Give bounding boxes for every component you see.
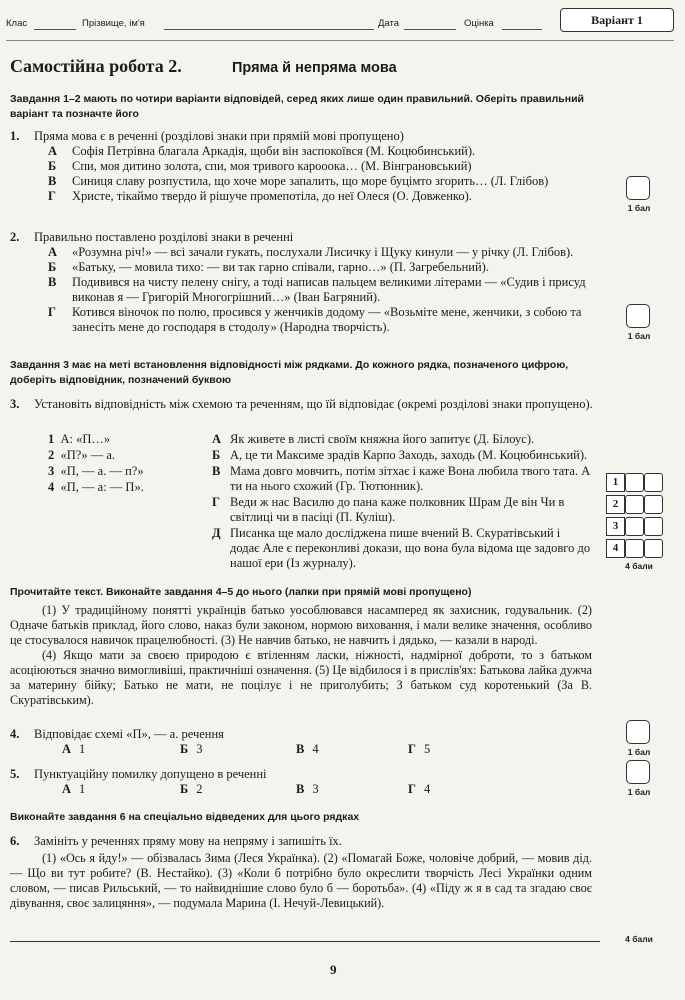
grid-row-label: 3 (606, 517, 625, 536)
question-4 (10, 727, 602, 757)
option-c[interactable]: В Подивився на чисту пелену снігу, а тоді написав пальцем великими літерами — «Судив і присуд виконав я — Григорій Многогрішний…» (Іван Багряний). (48, 275, 586, 304)
sentence-item-d: Г Веди ж нас Василю до пана каже полковник Шрам Де він Чи в світлиці чи в пасіці (П. Куліш). (212, 495, 565, 524)
option-b[interactable]: Б 2 (180, 782, 203, 796)
inline-options (48, 742, 602, 757)
instruction-4-5: Прочитайте текст. Виконайте завдання 4–5 до нього (лапки при прямій мові пропущено) (10, 586, 472, 598)
paragraph-1: (1) У традиційному понятті українців батько уособлювався насамперед як захисник, годувальник. (2) Одначе батьків приклад, його слово, наказ були законом, нормою виховання, і мали велике значення, особливо це стосувалося навичок працелюбності. (3) Не навчив батько, не навчить і дядько, — казали в народі. (10, 603, 592, 647)
question-6 (10, 834, 602, 849)
task-6-text (10, 851, 592, 911)
question-number: 6. (10, 834, 20, 848)
grid-cell[interactable] (644, 473, 663, 492)
class-field[interactable] (34, 29, 76, 30)
option-a[interactable]: А 1 (62, 782, 86, 796)
name-label: Прізвище, ім'я (82, 18, 145, 29)
inline-options (48, 782, 602, 797)
grid-cell[interactable] (625, 517, 644, 536)
points-q6: 4 бали (625, 934, 653, 944)
question-1 (10, 129, 602, 204)
scheme-item: 2 «П?» — а. (48, 448, 115, 462)
date-label: Дата (378, 18, 400, 29)
option-d[interactable]: Г Котився віночок по полю, просився у женчиків додому — «Возьміте мене, женчики, з собою та занесіть мене до господаря в стодолу» (Народна творчість). (48, 305, 582, 334)
question-stem: Установіть відповідність між схемою та реченням, що їй відповідає (окремі розділові знаки пропущено). (34, 397, 593, 411)
answer-box-q2[interactable] (626, 304, 650, 328)
points-q5: 1 бал (627, 787, 651, 797)
points-q3: 4 бали (625, 561, 653, 571)
header (6, 8, 674, 34)
option-c[interactable]: В 3 (296, 782, 319, 796)
question-stem: Відповідає схемі «П», — а. речення (34, 727, 224, 741)
sentence-item-a: А Як живете в листі своїм княжна його запитує (Д. Білоус). (212, 432, 535, 446)
page-number: 9 (330, 962, 337, 977)
scheme-item: 1 А: «П…» (48, 432, 111, 446)
question-stem: Правильно поставлено розділові знаки в реченні (34, 230, 294, 244)
question-number: 3. (10, 397, 20, 411)
answer-line[interactable] (10, 941, 600, 942)
instruction-3: Завдання 3 має на меті встановлення відповідності між рядками. До кожного рядка, позначеного цифрою, доберіть відповідник, позначений буквою (10, 359, 569, 386)
sentence-item-b: Б А, це ти Максиме зрадів Карпо Заходь, заходь (М. Коцюбинський). (212, 448, 588, 462)
name-field[interactable] (164, 29, 374, 30)
points-q1: 1 бал (627, 203, 651, 213)
question-5 (10, 767, 602, 797)
answer-box-q5[interactable] (626, 760, 650, 784)
points-q4: 1 бал (627, 747, 651, 757)
grid-cell[interactable] (644, 539, 663, 558)
option-b[interactable]: Б «Батьку, — мовила тихо: — ви так гарно співали, гарно…» (П. Загребельний). (48, 260, 489, 274)
question-3 (10, 397, 602, 412)
grid-cell[interactable] (644, 517, 663, 536)
task-6-sentences: (1) «Ось я йду!» — обізвалась Зима (Леся Українка). (2) «Помагай Боже, чоловіче добрий, — мовив дід. — Що ви тут робите? (В. Нестайко). (3) «Коли б потрібно було окреслити творчість Лесі Українки одним словом, — писав Рильський, — то найвиднішие слово було б — боротьба». (4) «Піду ж я в сад та згадаю своє дівування, своє залицяння», — подумала Марина (І. Нечуй-Левицький). (10, 851, 592, 910)
instruction-1-2: Завдання 1–2 мають по чотири варіанти відповідей, серед яких лише один правильний. Оберіть правильний варіант та позначте його (10, 93, 585, 120)
option-c[interactable]: В Синиця славу розпустила, що хоче море запалить, що море буцімто згорить… (Л. Глібов) (48, 174, 549, 188)
question-stem: Замініть у реченнях пряму мову на непряму і запишіть їх. (34, 834, 342, 848)
grid-cell[interactable] (625, 473, 644, 492)
grade-label: Оцінка (464, 18, 494, 29)
option-c[interactable]: В 4 (296, 742, 319, 756)
reading-text (10, 603, 592, 708)
paragraph-2: (4) Якщо мати за своєю природою є втіленням ласки, ніжності, надмірної доброти, то з батьком асоціюються значно вимогливіші, практичніші означення. (5) Це відбилося і в прислів'ях: Батькова лайка дужча за материну бійку; Батько не мати, не поцілує і не приголубить; З батьком суд коротенький (За В. Скуратівським). (10, 648, 592, 707)
question-number: 4. (10, 727, 20, 741)
sentence-list (212, 432, 592, 572)
scheme-list (48, 432, 144, 496)
question-number: 1. (10, 129, 20, 143)
grid-row-label: 2 (606, 495, 625, 514)
option-d[interactable]: Г 4 (408, 782, 431, 796)
option-d[interactable]: Г 5 (408, 742, 431, 756)
instruction-6: Виконайте завдання 6 на спеціально відведених для цього рядках (10, 811, 360, 823)
answer-box-q4[interactable] (626, 720, 650, 744)
option-b[interactable]: Б 3 (180, 742, 203, 756)
grade-field[interactable] (502, 29, 542, 30)
header-divider (6, 40, 674, 41)
question-number: 2. (10, 230, 20, 244)
scheme-item: 4 «П, — а: — П». (48, 480, 144, 494)
answer-box-q1[interactable] (626, 176, 650, 200)
option-d[interactable]: Г Христе, тікаймо твердо й рішуче промепотіла, до неї Олеся (О. Довженко). (48, 189, 472, 203)
option-a[interactable]: А Софія Петрівна благала Аркадія, щоби він заспокоївся (М. Коцюбинський). (48, 144, 476, 158)
question-stem: Пунктуаційну помилку допущено в реченні (34, 767, 267, 781)
option-b[interactable]: Б Спи, моя дитино золота, спи, моя тривого карооока… (М. Вінграновський) (48, 159, 472, 173)
class-label: Клас (6, 18, 28, 29)
grid-row-label: 4 (606, 539, 625, 558)
option-a[interactable]: А 1 (62, 742, 86, 756)
variant-badge: Варіант 1 (560, 8, 674, 32)
question-stem: Пряма мова є в реченні (розділові знаки при прямій мові пропущено) (34, 129, 404, 143)
grid-cell[interactable] (625, 495, 644, 514)
scheme-item: 3 «П, — а. — п?» (48, 464, 144, 478)
grid-cell[interactable] (625, 539, 644, 558)
sentence-item-c: В Мама довго мовчить, потім зітхає і каже Вона любила твого тата. А ти на нього схожий (Гр. Тютюнник). (212, 464, 591, 493)
grid-cell[interactable] (644, 495, 663, 514)
question-2 (10, 230, 602, 335)
page-subtitle: Пряма й непряма мова (232, 60, 397, 76)
sentence-item-e: Д Писанка ще мало досліджена пише вчений В. Скуратівський і додає Але є переконливі докази, що вона була відома ще задовго до нашої ери (Із журналу). (212, 526, 591, 570)
points-q2: 1 бал (627, 331, 651, 341)
grid-row-label: 1 (606, 473, 625, 492)
option-a[interactable]: А «Розумна річ!» — всі зачали гукать, послухали Лисичку і Щуку кинули — у річку (Л. Глібов). (48, 245, 574, 259)
question-number: 5. (10, 767, 20, 781)
page-title: Самостійна робота 2. (10, 56, 182, 76)
date-field[interactable] (404, 29, 456, 30)
